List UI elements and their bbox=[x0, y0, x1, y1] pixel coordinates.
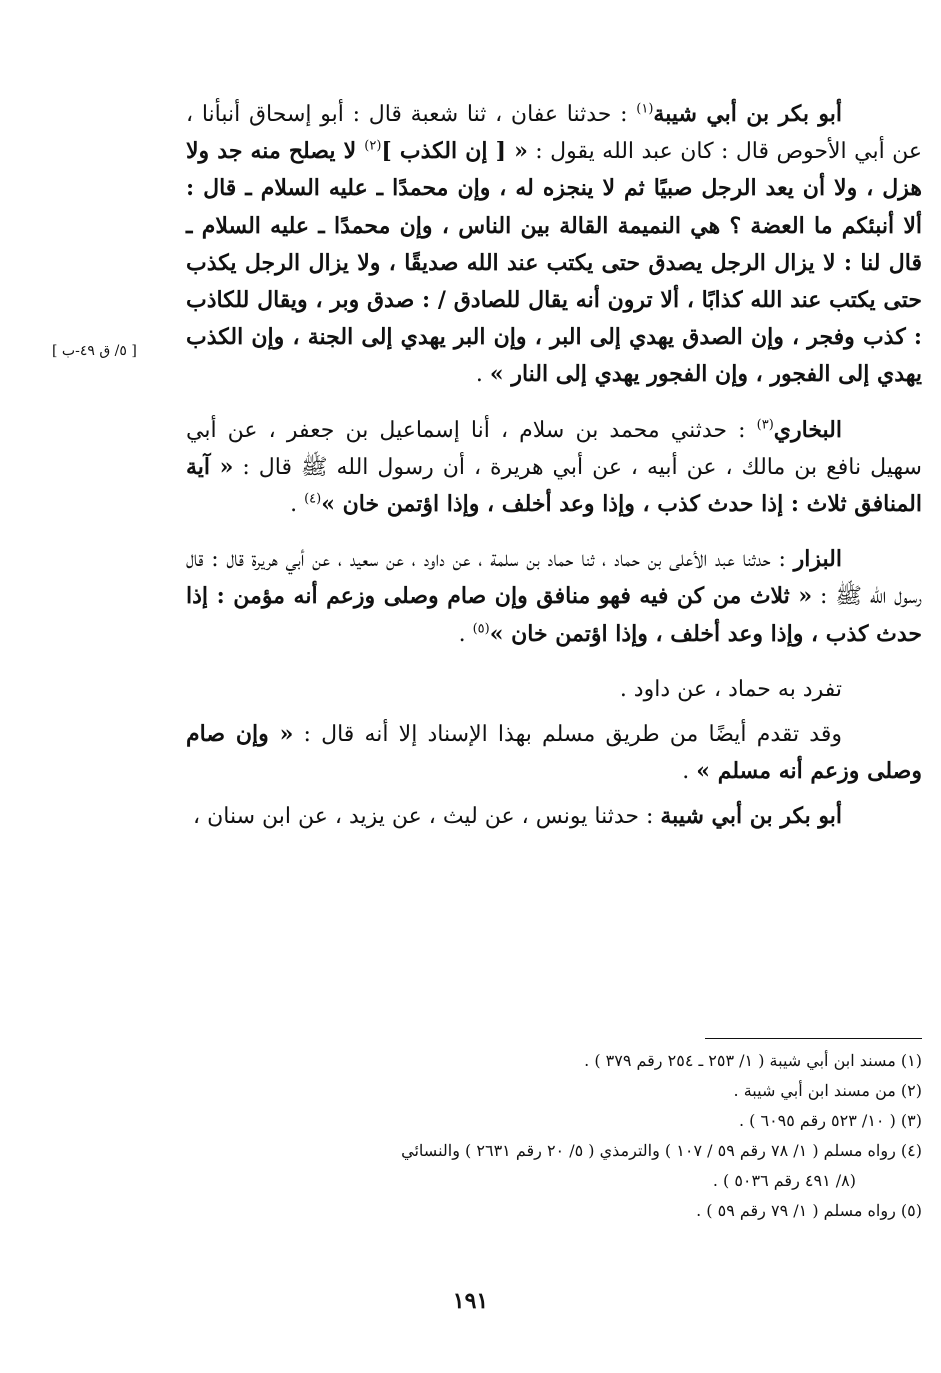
footnote: (٢) من مسند ابن أبي شيبة . bbox=[733, 1081, 922, 1100]
text-run: : حدثنا يونس ، عن ليث ، عن يزيد ، عن ابن سنان ، bbox=[192, 804, 661, 830]
manuscript-margin-note: [ ٥/ ق ٤٩-ب ] bbox=[52, 343, 137, 359]
text-run: : حدثنا عبد الأعلى بن حماد ، ثنا حماد بن سلمة ، عن داود ، عن سعيد ، عن أبي هريرة قال : قال رسول الله ﷺ : bbox=[186, 547, 922, 610]
page-body bbox=[186, 96, 922, 836]
bold-text: « وإن صام وصلى وزعم أنه مسلم » bbox=[186, 721, 922, 785]
bold-text: لا يصلح منه جد ولا هزل ، ولا أن يعد الرجل صبيًا ثم لا ينجزه له ، وإن محمدًا ـ عليه السلام ـ قال : ألا أنبئكم ما العضة ؟ هي النميمة القالة بين الناس ، وإن محمدًا ـ عليه السلام ـ قال لنا : لا يزال الرجل يصدق حتى يكتب عند الله صديقًا ، ولا يزال الرجل يكذب حتى يكتب عند الله كذابًا ، ألا ترون أنه يقال للصادق / : صدق وبر ، ويقال للكاذب : كذب وفجر ، وإن الصدق يهدي إلى البر ، وإن البر يهدي إلى الجنة ، وإن الكذب يهدي إلى الفجور ، وإن الفجور يهدي إلى النار » bbox=[186, 138, 922, 388]
page-number: ١٩١ bbox=[452, 1288, 489, 1314]
bold-text: « آية المنافق ثلاث : إذا حدث كذب ، وإذا وعد أخلف ، وإذا اؤتمن خان » bbox=[186, 453, 922, 518]
bold-text: أبو بكر بن أبي شيبة bbox=[653, 101, 842, 127]
footnote-ref: (٥) bbox=[472, 621, 490, 637]
bold-text: « [ إن الكذب ] bbox=[381, 138, 528, 165]
paragraph bbox=[186, 412, 922, 524]
footnote: (٣) ( ١٠/ ٥٢٣ رقم ٦٠٩٥ ) . bbox=[738, 1111, 922, 1130]
text-run: : حدثني محمد بن سلام ، أنا إسماعيل بن جعفر ، عن أبي سهيل نافع بن مالك ، عن أبيه ، عن أبي هريرة ، أن رسول الله ﷺ قال : bbox=[186, 417, 922, 480]
footnote-ref: (٣) bbox=[756, 417, 774, 433]
footnote: (١) مسند ابن أبي شيبة ( ١/ ٢٥٣ ـ ٢٥٤ رقم ٣٧٩ ) . bbox=[584, 1051, 922, 1070]
text-run: تفرد به حماد ، عن داود . bbox=[619, 676, 842, 702]
text-run: . bbox=[475, 362, 490, 388]
bold-text: « ثلاث من كن فيه فهو منافق وإن صام وصلى وزعم أنه مؤمن : إذا حدث كذب ، وإذا وعد أخلف ، وإذا اؤتمن خان » bbox=[186, 583, 922, 647]
text-run: . bbox=[682, 759, 697, 785]
footnotes bbox=[186, 1046, 922, 1226]
bold-text: البخاري bbox=[773, 416, 842, 443]
text-run: وقد تقدم أيضًا من طريق مسلم بهذا الإسناد إلا أنه قال : bbox=[293, 722, 842, 748]
text-run: . bbox=[290, 492, 305, 518]
paragraph bbox=[186, 541, 922, 653]
paragraph bbox=[186, 671, 922, 708]
footnote-ref: (١) bbox=[636, 101, 654, 117]
footnote-ref: (٤) bbox=[304, 491, 322, 507]
footnote-separator bbox=[705, 1038, 922, 1039]
footnote: (٥) رواه مسلم ( ١/ ٧٩ رقم ٥٩ ) . bbox=[696, 1201, 922, 1220]
footnote-continuation: (٨/ ٤٩١ رقم ٥٠٣٦ ) . bbox=[712, 1171, 856, 1190]
paragraph bbox=[186, 798, 922, 835]
paragraph bbox=[186, 716, 922, 790]
text-run: . bbox=[458, 621, 473, 647]
bold-text: البزار bbox=[793, 546, 842, 573]
text-run: : حدثنا عفان ، ثنا شعبة قال : أبو إسحاق أنبأنا ، عن أبي الأحوص قال : كان عبد الله يقول : bbox=[186, 102, 922, 165]
footnote-ref: (٢) bbox=[364, 138, 382, 154]
paragraph bbox=[186, 96, 922, 394]
bold-text: أبو بكر بن أبي شيبة bbox=[660, 803, 842, 830]
footnote: (٤) رواه مسلم ( ١/ ٧٨ رقم ٥٩ / ١٠٧ ) والترمذي ( ٥/ ٢٠ رقم ٢٦٣١ ) والنسائي bbox=[401, 1141, 922, 1160]
